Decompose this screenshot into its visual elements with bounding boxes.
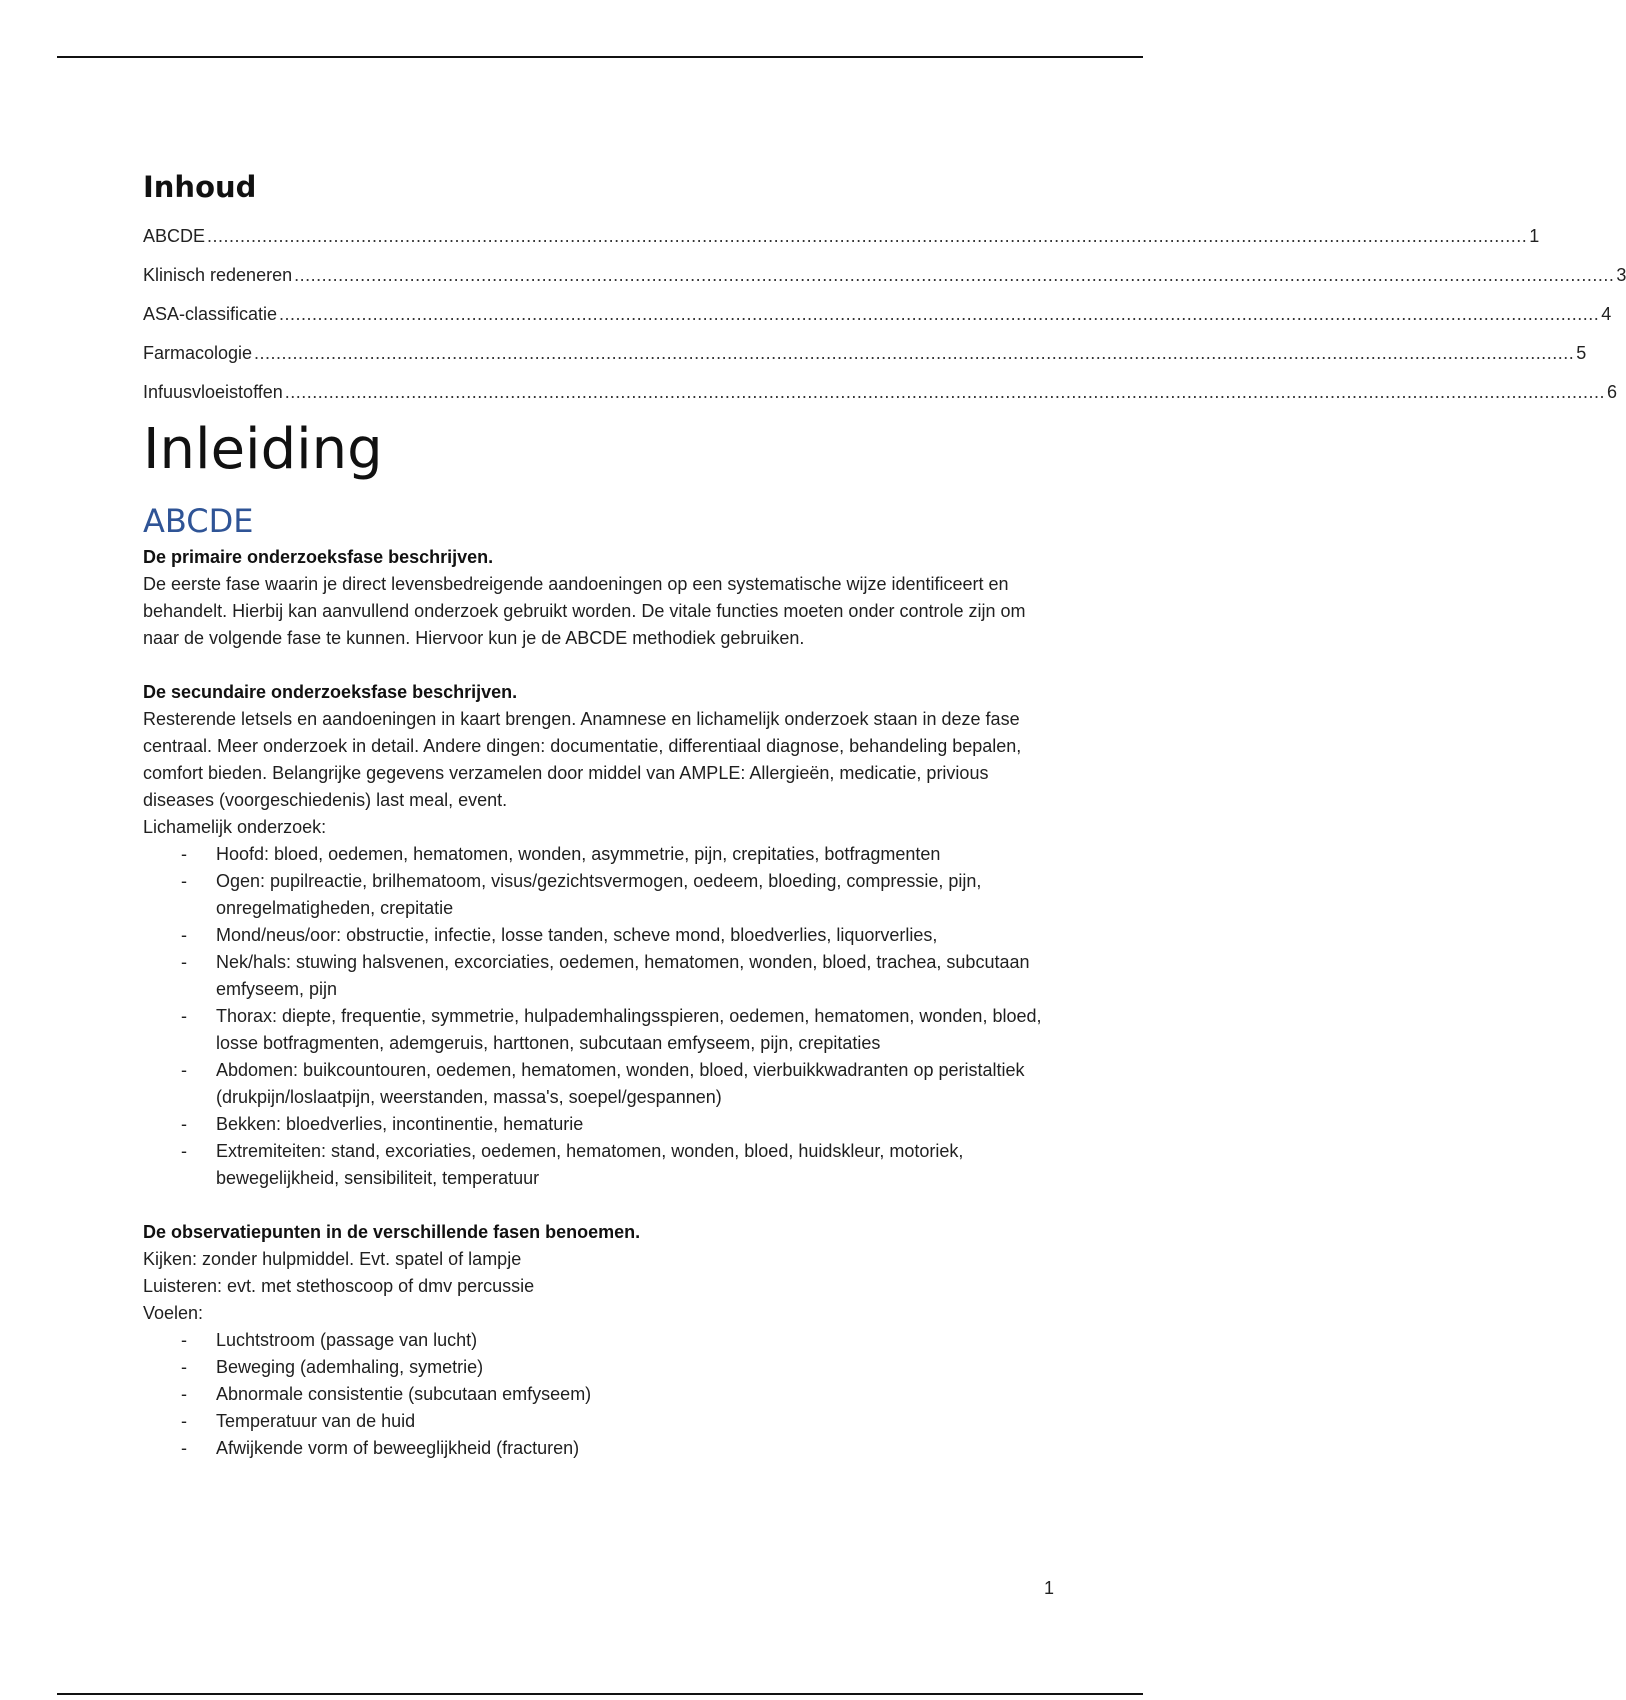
dash-bullet: - (181, 1114, 187, 1134)
list-item-text: Ogen: pupilreactie, brilhematoom, visus/gezichtsvermogen, oedeem, bloeding, compressie, pijn, onregelmatigheden, crepitatie (216, 871, 982, 918)
list-item (143, 1408, 1058, 1435)
intro-title: Inleiding (143, 417, 383, 482)
header-rule (57, 56, 1143, 58)
section-heading-abcde: ABCDE (143, 502, 254, 540)
toc-entry-page: 6 (1607, 382, 1618, 402)
list-item (143, 1354, 1058, 1381)
toc-leader: ................................................................................................................................................................................................................................................ (279, 304, 1600, 324)
list-item (143, 1057, 1058, 1111)
dash-bullet: - (181, 871, 187, 891)
primary-text: De eerste fase waarin je direct levensbedreigende aandoeningen op een systematische wijze identificeert en behandelt. Hierbij kan aanvullend onderzoek gebruikt worden. De vitale functies moeten onder controle zijn om naar de volgende fase te kunnen. Hiervoor kun je de ABCDE methodiek gebruiken. (143, 574, 1026, 648)
page-number: 1 (1044, 1578, 1055, 1598)
secondary-text: Resterende letsels en aandoeningen in kaart brengen. Anamnese en lichamelijk onderzoek staan in deze fase centraal. Meer onderzoek in detail. Andere dingen: documentatie, differentiaal diagnose, behandeling bepalen, comfort bieden. Belangrijke gegevens verzamelen door middel van AMPLE: Allergieën, medicatie, privious diseases (voorgeschiedenis) last meal, event. (143, 709, 1022, 810)
list-item-text: Afwijkende vorm of beweeglijkheid (fracturen) (216, 1438, 580, 1458)
spacer (143, 1192, 1058, 1219)
list-item-text: Extremiteiten: stand, excoriaties, oedemen, hematomen, wonden, bloed, huidskleur, motoriek, bewegelijkheid, sensibiliteit, temperatuur (216, 1141, 964, 1188)
toc-entry-page: 3 (1616, 265, 1626, 285)
observation-line: Voelen: (143, 1303, 204, 1323)
dash-bullet: - (181, 952, 187, 972)
list-item-text: Abnormale consistentie (subcutaan emfyseem) (216, 1384, 592, 1404)
toc-leader: ................................................................................................................................................................................................................................................ (254, 343, 1575, 363)
list-item-text: Beweging (ademhaling, symetrie) (216, 1357, 484, 1377)
toc-entry[interactable] (143, 217, 1540, 256)
dash-bullet: - (181, 1060, 187, 1080)
dash-bullet: - (181, 1384, 187, 1404)
toc-entry-page: 1 (1529, 226, 1540, 246)
toc-entry-label: ASA-classificatie (143, 304, 278, 324)
footer-rule (57, 1693, 1143, 1695)
document-page (143, 160, 1626, 1462)
toc-entry-label: Klinisch redeneren (143, 265, 293, 285)
primary-subheading: De primaire onderzoeksfase beschrijven. (143, 547, 494, 567)
dash-bullet: - (181, 1330, 187, 1350)
toc-entry-label: Infuusvloeistoffen (143, 382, 283, 402)
toc-entry[interactable] (143, 334, 1587, 373)
dash-bullet: - (181, 1438, 187, 1458)
dash-bullet: - (181, 1141, 187, 1161)
toc-entry-page: 5 (1576, 343, 1587, 363)
toc-entry-page: 4 (1601, 304, 1612, 324)
dash-bullet: - (181, 1006, 187, 1026)
list-item-text: Thorax: diepte, frequentie, symmetrie, hulpademhalingsspieren, oedemen, hematomen, wonden, bloed, losse botfragmenten, ademgeruis, harttonen, subcutaan emfyseem, pijn, crepitaties (216, 1006, 1042, 1053)
list-item (143, 922, 1058, 949)
toc-title: Inhoud (143, 170, 257, 204)
dash-bullet: - (181, 925, 187, 945)
secondary-subheading: De secundaire onderzoeksfase beschrijven. (143, 682, 518, 702)
secondary-list-intro: Lichamelijk onderzoek: (143, 817, 327, 837)
list-item-text: Hoofd: bloed, oedemen, hematomen, wonden, asymmetrie, pijn, crepitaties, botfragmenten (216, 844, 941, 864)
list-item-text: Mond/neus/oor: obstructie, infectie, losse tanden, scheve mond, bloedverlies, liquorverlies, (216, 925, 938, 945)
observation-line: Kijken: zonder hulpmiddel. Evt. spatel of lampje (143, 1249, 522, 1269)
toc-leader: ................................................................................................................................................................................................................................................ (284, 382, 1605, 402)
list-item (143, 841, 1058, 868)
list-item (143, 949, 1058, 1003)
spacer (143, 652, 1058, 679)
toc-entry-label: ABCDE (143, 226, 206, 246)
list-item-text: Abdomen: buikcountouren, oedemen, hematomen, wonden, bloed, vierbuikkwadranten op peristaltiek (drukpijn/loslaatpijn, weerstanden, massa's, soepel/gespannen) (216, 1060, 1025, 1107)
dash-bullet: - (181, 844, 187, 864)
list-item (143, 1138, 1058, 1192)
dash-bullet: - (181, 1357, 187, 1377)
list-item-text: Luchtstroom (passage van lucht) (216, 1330, 478, 1350)
observation-subheading: De observatiepunten in de verschillende fasen benoemen. (143, 1222, 641, 1242)
toc-entry[interactable] (143, 295, 1612, 334)
toc-entry[interactable] (143, 256, 1626, 295)
list-item-text: Nek/hals: stuwing halsvenen, excorciaties, oedemen, hematomen, wonden, bloed, trachea, subcutaan emfyseem, pijn (216, 952, 1030, 999)
toc-entry[interactable] (143, 373, 1618, 412)
list-item (143, 1381, 1058, 1408)
toc-leader: ................................................................................................................................................................................................................................................ (294, 265, 1615, 285)
palpation-list (143, 1327, 1058, 1462)
list-item-text: Temperatuur van de huid (216, 1411, 416, 1431)
observation-line: Luisteren: evt. met stethoscoop of dmv percussie (143, 1276, 535, 1296)
physical-exam-list (143, 841, 1058, 1192)
list-item (143, 1435, 1058, 1462)
list-item (143, 868, 1058, 922)
list-item (143, 1111, 1058, 1138)
list-item (143, 1327, 1058, 1354)
dash-bullet: - (181, 1411, 187, 1431)
table-of-contents (143, 217, 1626, 412)
list-item-text: Bekken: bloedverlies, incontinentie, hematurie (216, 1114, 584, 1134)
list-item (143, 1003, 1058, 1057)
toc-leader: ................................................................................................................................................................................................................................................ (207, 226, 1528, 246)
toc-entry-label: Farmacologie (143, 343, 253, 363)
